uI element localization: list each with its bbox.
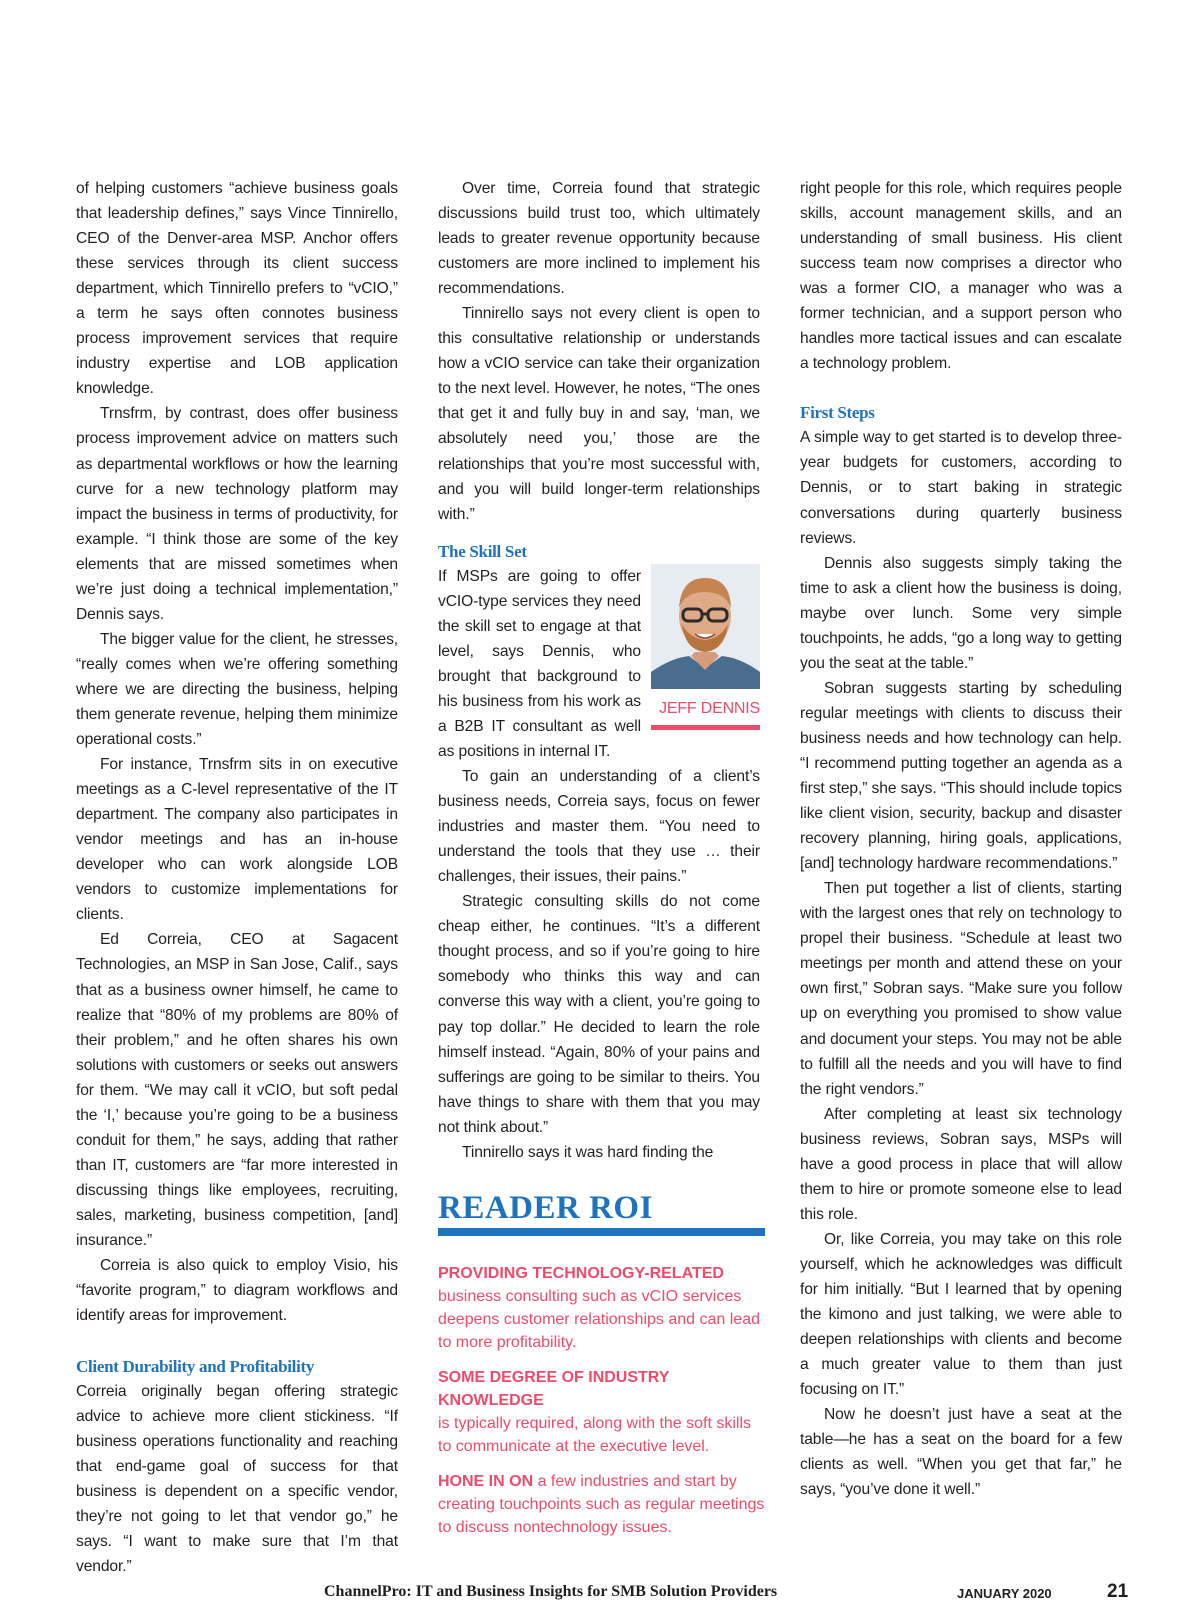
footer-date: JANUARY 2020 bbox=[957, 1586, 1052, 1601]
paragraph: Ed Correia, CEO at Sagacent Technologies, an MSP in San Jose, Calif., says that as a business owner himself, he came to realize that “80% of my problems are 80% of their problem,” and he often shares his own solutions with customers or seeks out answers for them. “We may call it vCIO, but soft pedal the ‘I,’ because you’re going to be a business conduit for them,” he says, adding that rather than IT, customers are “far more interested in discussing things like employees, recruiting, sales, marketing, business competition, [and] insurance.” bbox=[76, 931, 398, 1249]
article-column-3 bbox=[800, 176, 1122, 1502]
paragraph: Over time, Correia found that strategic discussions build trust too, which ultimately leads to greater revenue opportunity because customers are more inclined to implement his recommendations. bbox=[438, 180, 760, 298]
section-heading-first-steps: First Steps bbox=[800, 403, 875, 423]
roi-item-text: a few industries and start by creating touchpoints such as regular meetings to discuss nontechnology issues. bbox=[438, 1473, 765, 1536]
footer-publication: ChannelPro: IT and Business Insights for SMB Solution Providers bbox=[324, 1583, 778, 1600]
jeff-dennis-photo bbox=[651, 564, 760, 689]
paragraph: Or, like Correia, you may take on this role yourself, which he acknowledges was difficult for him initially. “But I learned that by opening the kimono and just talking, we were able to deepen relationships with clients and become a much greater value to them than just focusing on IT.” bbox=[800, 1230, 1122, 1399]
paragraph: Now he doesn’t just have a seat at the table—he has a seat on the board for a few clients as well. “When you get that far,” he says, “you’ve done it well.” bbox=[800, 1406, 1122, 1499]
paragraph: To gain an understanding of a client’s business needs, Correia says, focus on fewer industries and master them. “You need to understand the tools that they use … their challenges, their issues, their pains.” bbox=[438, 768, 760, 886]
paragraph: of helping customers “achieve business goals that leadership defines,” says Vince Tinnirello, CEO of the Denver-area MSP. Anchor offers these services through its client success department, which Tinnirello prefers to “vCIO,” a term he says often connotes business process improvement services that require industry expertise and LOB application knowledge. bbox=[76, 180, 398, 398]
paragraph: A simple way to get started is to develop three-year budgets for customers, according to Dennis, or to start baking in strategic conversations during quarterly business reviews. bbox=[800, 429, 1122, 547]
section-heading-client-durability: Client Durability and Profitability bbox=[76, 1357, 315, 1377]
paragraph: Then put together a list of clients, starting with the largest ones that rely on technology to propel their business. “Schedule at least two meetings per month and attend these on your own first,” Sobran says. “Make sure you follow up on everything you promised to show value and document your steps. You may not be able to fulfill all the needs and you will have to find the right vendors.” bbox=[800, 880, 1122, 1098]
paragraph: If MSPs are going to offer vCIO-type services they need the skill set to engage at that level, says Dennis, who brought that background to his business from his work as a B2B IT consultant as well as positions in internal IT. bbox=[438, 567, 641, 760]
paragraph: The bigger value for the client, he stresses, “really comes when we’re offering something where we are directing the business, helping them generate revenue, helping them minimize operational costs.” bbox=[76, 630, 398, 749]
roi-item-text: business consulting such as vCIO services deepens customer relationships and can lead to more profitability. bbox=[438, 1288, 760, 1351]
roi-item-lead: HONE IN ON bbox=[438, 1473, 534, 1490]
paragraph: Dennis also suggests simply taking the time to ask a client how the business is doing, maybe over lunch. Some very simple touchpoints, he adds, “go a long way to getting you the seat at the table.” bbox=[800, 554, 1122, 672]
reader-roi-box bbox=[438, 1188, 765, 1539]
paragraph: Strategic consulting skills do not come cheap either, he continues. “It’s a different thought process, and so if you’re going to hire somebody who thinks this way and can converse this way with a client, you’re going to pay top dollar.” He decided to learn the role himself instead. “Again, 80% of your pains and sufferings are going to be similar to theirs. You have things to share with them that you may not think about.” bbox=[438, 893, 760, 1136]
section-spacer bbox=[800, 376, 1122, 400]
roi-item-text: is typically required, along with the soft skills to communicate at the executive level. bbox=[438, 1415, 752, 1455]
section-heading-skill-set: The Skill Set bbox=[438, 541, 527, 561]
roi-item bbox=[438, 1470, 765, 1539]
author-photo-box bbox=[651, 564, 760, 730]
page-number: 21 bbox=[1107, 1581, 1129, 1602]
portrait-illustration bbox=[651, 564, 760, 689]
paragraph: Tinnirello says not every client is open to this consultative relationship or understands how a vCIO service can take their organization to the next level. However, he notes, “The ones that get it and fully buy in and say, ‘man, we absolutely need you,’ those are the relationships that you’re most successful with, and you will build longer-term relationships with.” bbox=[438, 305, 760, 523]
reader-roi-title: READER ROI bbox=[438, 1190, 653, 1226]
roi-item bbox=[438, 1262, 765, 1354]
paragraph: After completing at least six technology business reviews, Sobran says, MSPs will have a good process in place that will allow them to hire or promote someone else to lead this role. bbox=[800, 1105, 1122, 1223]
paragraph: Trnsfrm, by contrast, does offer business process improvement advice on matters such as departmental workflows or how the learning curve for a new technology platform may impact the business in terms of productivity, for example. “I think those are some of the key elements that are missed sometimes when we’re just doing a technical implementation,” Dennis says. bbox=[76, 405, 398, 623]
paragraph: For instance, Trnsfrm sits in on executive meetings as a C-level representative of the IT department. The company also participates in vendor meetings and has an in-house developer who can work alongside LOB vendors to customize implementations for clients. bbox=[76, 756, 398, 924]
caption-rule bbox=[651, 725, 760, 730]
paragraph: Correia is also quick to employ Visio, his “favorite program,” to diagram workflows and identify areas for improvement. bbox=[76, 1257, 398, 1325]
paragraph: Tinnirello says it was hard finding the bbox=[462, 1143, 714, 1161]
photo-caption: JEFF DENNIS bbox=[659, 699, 760, 717]
roi-item-lead: PROVIDING TECHNOLOGY-RELATED bbox=[438, 1265, 724, 1282]
article-column-2 bbox=[438, 176, 760, 1165]
article-column-1 bbox=[76, 176, 398, 1580]
roi-item-lead: SOME DEGREE OF INDUSTRY KNOWLEDGE bbox=[438, 1369, 670, 1409]
paragraph: right people for this role, which requires people skills, account management skills, and an understanding of small business. His client success team now comprises a director who was a former CIO, a manager who was a former technician, and a support person who handles more tactical issues and can escalate a technology problem. bbox=[800, 180, 1122, 373]
roi-item bbox=[438, 1366, 765, 1458]
reader-roi-rule bbox=[438, 1228, 765, 1236]
paragraph: Sobran suggests starting by scheduling regular meetings with clients to discuss their business needs and how technology can help. “I recommend putting together an agenda as a first step,” she says. “This should include topics like client vision, security, backup and disaster recovery planning, hiring goals, applications, [and] technology hardware recommendations.” bbox=[800, 679, 1122, 873]
paragraph: Correia originally began offering strategic advice to achieve more client stickiness. “If business operations functionality and reaching that end-game goal of success for that business is dependent on a specific vendor, they’re not going to let that vendor go,” he says. “I want to make sure that I’m that vendor.” bbox=[76, 1383, 398, 1576]
